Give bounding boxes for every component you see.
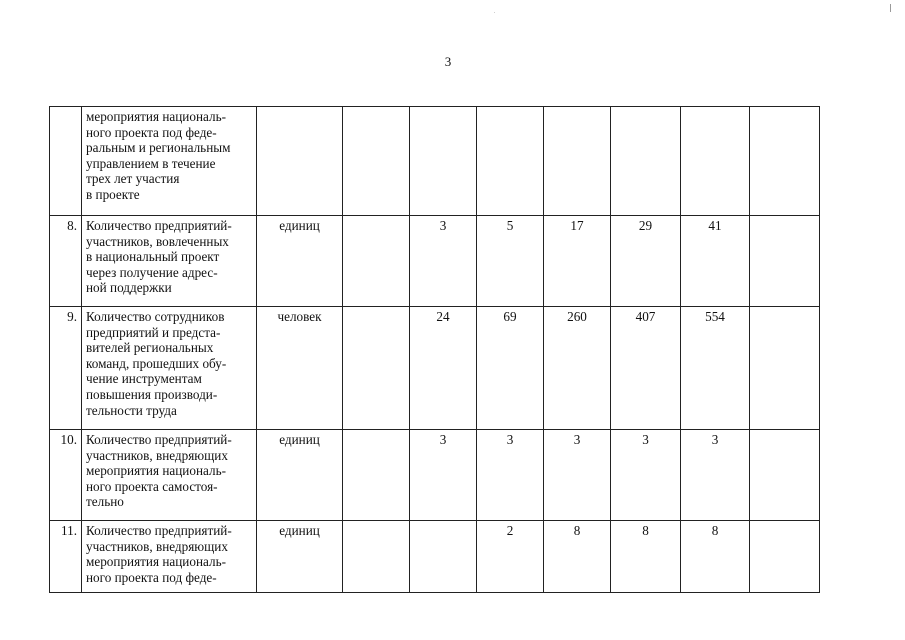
value-cell bbox=[343, 521, 410, 593]
value-cell bbox=[410, 521, 477, 593]
indicator-name-line: ного проекта под феде- bbox=[86, 124, 217, 140]
value-cell bbox=[750, 216, 820, 307]
unit-of-measure: человек bbox=[257, 307, 343, 430]
unit-of-measure: единиц bbox=[257, 216, 343, 307]
table-row bbox=[50, 216, 820, 307]
value-cell bbox=[681, 107, 750, 216]
value-cell bbox=[343, 430, 410, 521]
value-cell: 5 bbox=[477, 216, 544, 307]
value-cell bbox=[544, 107, 611, 216]
indicator-name-line: Количество предприятий- bbox=[86, 218, 232, 233]
value-cell: 2 bbox=[477, 521, 544, 593]
indicator-name-line: ного проекта самостоя- bbox=[86, 478, 218, 494]
indicator-name-line: Количество сотрудников bbox=[86, 309, 225, 324]
indicator-name-line: участников, внедряющих bbox=[86, 538, 228, 554]
indicator-name-line: команд, прошедших обу- bbox=[86, 355, 227, 371]
value-cell: 3 bbox=[681, 430, 750, 521]
indicator-name-line: участников, вовлеченных bbox=[86, 233, 229, 249]
indicator-name-line: в проекте bbox=[86, 186, 140, 202]
indicator-name-line: Количество предприятий- bbox=[86, 523, 232, 538]
indicator-name bbox=[82, 307, 257, 430]
indicator-name-line: Количество предприятий- bbox=[86, 432, 232, 447]
indicator-name-line: ральным и региональным bbox=[86, 140, 231, 156]
table-row bbox=[50, 521, 820, 593]
value-cell: 3 bbox=[611, 430, 681, 521]
value-cell: 41 bbox=[681, 216, 750, 307]
indicator-name-line: участников, внедряющих bbox=[86, 447, 228, 463]
value-cell bbox=[343, 216, 410, 307]
indicator-name-line: ного проекта под феде- bbox=[86, 569, 217, 585]
unit-of-measure: единиц bbox=[257, 521, 343, 593]
indicator-name-line: предприятий и предста- bbox=[86, 324, 221, 340]
value-cell: 8 bbox=[681, 521, 750, 593]
value-cell: 3 bbox=[410, 430, 477, 521]
unit-of-measure bbox=[257, 107, 343, 216]
value-cell: 260 bbox=[544, 307, 611, 430]
value-cell: 69 bbox=[477, 307, 544, 430]
indicator-name-line: мероприятия националь- bbox=[86, 554, 226, 570]
indicator-name-line: управлением в течение bbox=[86, 155, 216, 171]
indicator-name-line: чение инструментам bbox=[86, 371, 202, 387]
indicator-name-line: вителей региональных bbox=[86, 340, 214, 356]
unit-of-measure: единиц bbox=[257, 430, 343, 521]
row-number: 8. bbox=[50, 216, 82, 307]
indicator-name-line: тельно bbox=[86, 494, 124, 510]
table-row bbox=[50, 107, 820, 216]
value-cell: 8 bbox=[611, 521, 681, 593]
indicator-name-line: в национальный проект bbox=[86, 249, 220, 265]
value-cell bbox=[343, 307, 410, 430]
table-row bbox=[50, 307, 820, 430]
indicator-name bbox=[82, 107, 257, 216]
indicator-name-line: ной поддержки bbox=[86, 280, 172, 296]
indicator-name bbox=[82, 521, 257, 593]
scan-artifact-dot bbox=[494, 12, 495, 13]
indicator-name-line: мероприятия националь- bbox=[86, 463, 226, 479]
value-cell: 29 bbox=[611, 216, 681, 307]
table-row bbox=[50, 430, 820, 521]
indicators-table bbox=[49, 106, 820, 593]
row-number: 10. bbox=[50, 430, 82, 521]
value-cell bbox=[611, 107, 681, 216]
value-cell bbox=[750, 107, 820, 216]
value-cell: 3 bbox=[477, 430, 544, 521]
row-number bbox=[50, 107, 82, 216]
value-cell: 3 bbox=[544, 430, 611, 521]
indicator-name-line: повышения производи- bbox=[86, 386, 218, 402]
value-cell bbox=[750, 521, 820, 593]
table-body bbox=[50, 107, 820, 593]
indicator-name-line: тельности труда bbox=[86, 402, 177, 418]
value-cell bbox=[750, 307, 820, 430]
indicator-name-line: мероприятия националь- bbox=[86, 109, 226, 124]
value-cell: 407 bbox=[611, 307, 681, 430]
value-cell: 554 bbox=[681, 307, 750, 430]
indicator-name-line: трех лет участия bbox=[86, 171, 180, 187]
page-number: 3 bbox=[444, 54, 452, 69]
value-cell: 8 bbox=[544, 521, 611, 593]
indicator-name-line: через получение адрес- bbox=[86, 264, 218, 280]
row-number: 11. bbox=[50, 521, 82, 593]
value-cell bbox=[750, 430, 820, 521]
indicator-name bbox=[82, 216, 257, 307]
value-cell: 17 bbox=[544, 216, 611, 307]
scan-artifact-mark bbox=[890, 4, 891, 12]
value-cell bbox=[477, 107, 544, 216]
value-cell bbox=[343, 107, 410, 216]
indicator-name bbox=[82, 430, 257, 521]
value-cell bbox=[410, 107, 477, 216]
value-cell: 3 bbox=[410, 216, 477, 307]
row-number: 9. bbox=[50, 307, 82, 430]
value-cell: 24 bbox=[410, 307, 477, 430]
